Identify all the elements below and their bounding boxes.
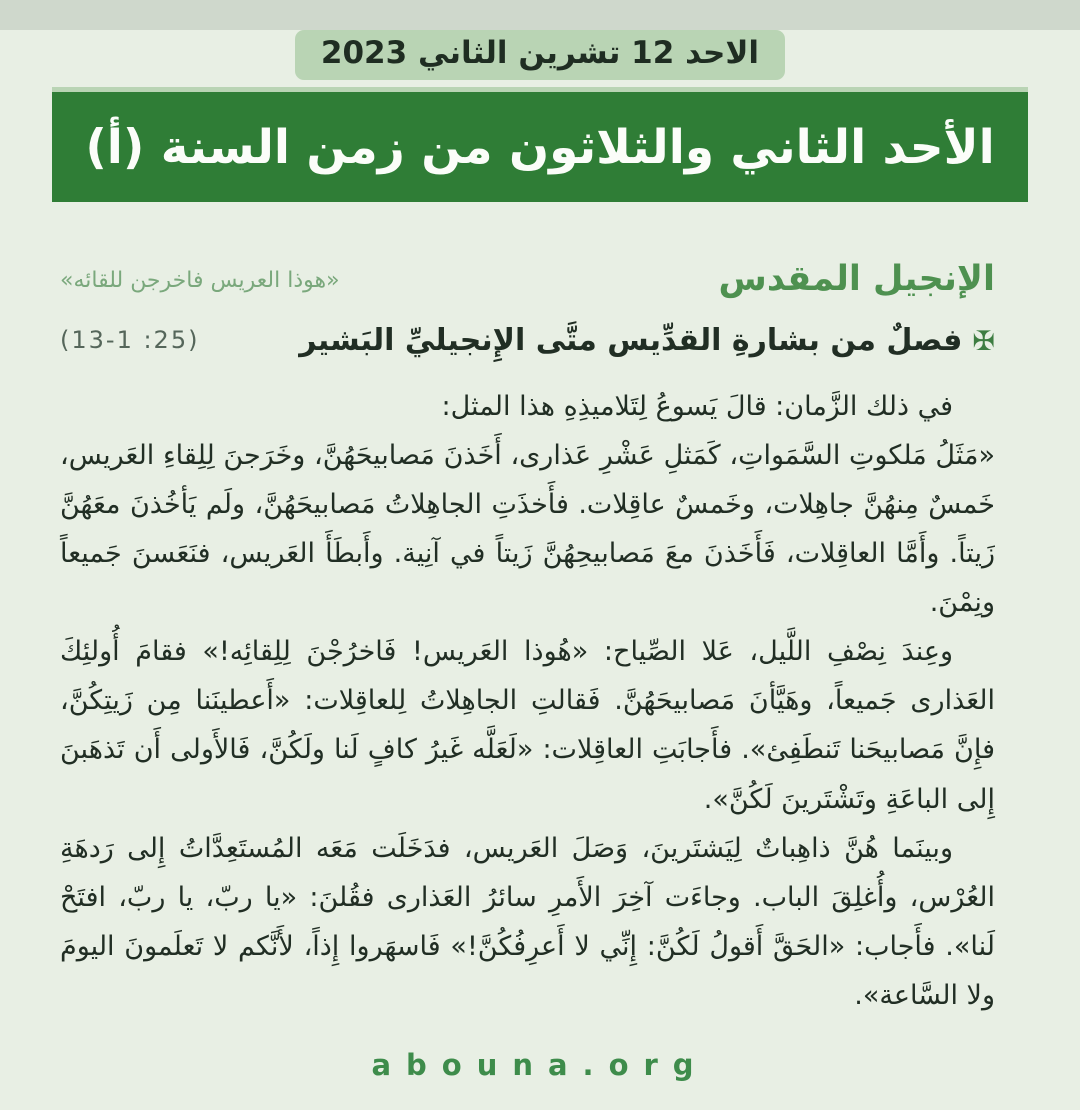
verse-reference: (13-1 :25) [60, 326, 200, 354]
lectionary-line [299, 323, 995, 358]
page-title: الأحد الثاني والثلاثون من زمن السنة (أ) [52, 87, 1028, 202]
theme-quote: «هوذا العريس فاخرجن للقائه» [60, 267, 340, 293]
lectionary-text: فصلٌ من بشارةِ القدِّيس متَّى الإِنجيليِّ البَشير [299, 322, 963, 358]
gospel-header-row [60, 260, 995, 299]
gospel-paragraph: «مَثَلُ مَلكوتِ السَّمَواتِ، كَمَثلِ عَشْرِ عَذارى، أَخَذنَ مَصابيحَهُنَّ، وخَرَجنَ لِلِقاءِ العَريس، خَمسٌ مِنهُنَّ جاهِلات، وخَمسٌ عاقِلات. فأَخذَتِ الجاهِلاتُ مَصابيحَهُنَّ، ولَم يَأخُذنَ معَهُنَّ زَيتاً. وأَمَّا العاقِلات، فَأَخَذنَ معَ مَصابيحِهُنَّ زَيتاً في آنِية. وأَبطَأَ العَريس، فنَعَسنَ جَميعاً ونِمْنَ. [60, 439, 995, 618]
gospel-content [60, 259, 995, 1011]
date-banner: الاحد 12 تشرين الثاني 2023 [295, 30, 785, 80]
gospel-body-text [60, 382, 995, 1011]
reading-card [0, 30, 1080, 1110]
gospel-paragraph: وعِندَ نِصْفِ اللَّيل، عَلا الصِّياح: «هُوذا العَريس! فَاخرُجْنَ لِلِقائِه!» فقامَ أُولئِكَ العَذارى جَميعاً، وهَيَّأنَ مَصابيحَهُنَّ. فَقالتِ الجاهِلاتُ لِلعاقِلات: «أَعطينَنا مِن زَيتِكُنَّ، فإِنَّ مَصابيحَنا تَنطَفِئ». فأَجابَتِ العاقِلات: «لَعَلَّه غَيرُ كافٍ لَنا ولَكُنَّ، فَالأَولى أَن تَذهَبنَ إِلى الباعَةِ وتَشْتَرينَ لَكُنَّ». [60, 636, 995, 815]
lectionary-row [60, 323, 995, 358]
gospel-paragraph: وبينَما هُنَّ ذاهِباتٌ لِيَشتَرينَ، وَصَلَ العَريس، فدَخَلَت مَعَه المُستَعِدَّاتُ إِلى رَدهَةِ العُرْس، وأُغلِقَ الباب. وجاءَت آخِرَ الأَمرِ سائرُ العَذارى فقُلنَ: «يا ربّ، يا ربّ، افتَحْ لَنا». فأَجاب: «الحَقَّ أَقولُ لَكُنَّ: إِنِّي لا أَعرِفُكُنَّ!» فَاسهَروا إِذاً، لأَنَّكم لا تَعلَمونَ اليومَ ولا السَّاعة». [60, 832, 995, 1011]
section-title-holy-gospel: الإنجيل المقدس [718, 259, 995, 299]
gospel-paragraph: في ذلك الزَّمان: قالَ يَسوعُ لِتَلاميذِهِ هذا المثل: [441, 390, 953, 422]
abouna-org-logo: abouna.org [371, 1048, 709, 1082]
maltese-cross-icon: ✠ [972, 325, 995, 357]
